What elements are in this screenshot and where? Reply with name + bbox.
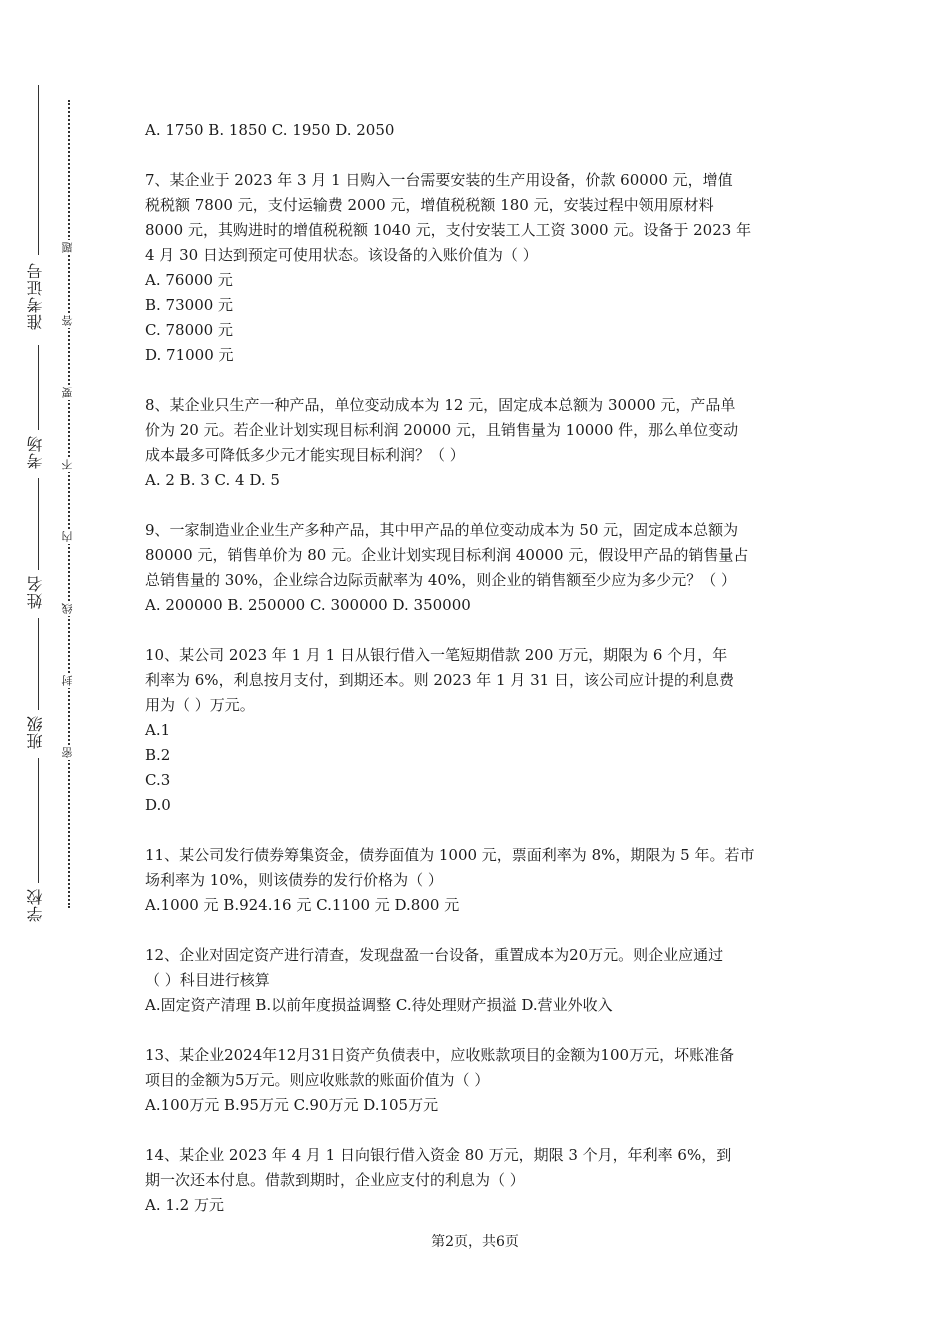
question-line: A.1	[145, 721, 171, 739]
question-line: 10、某公司 2023 年 1 月 1 日从银行借入一笔短期借款 200 万元，期限为 6 个月，年	[145, 646, 728, 664]
question-line: 用为（ ）万元。	[145, 696, 255, 714]
question-line: 成本最多可降低多少元才能实现目标利润？（ ）	[145, 446, 465, 464]
question-line: 价为 20 元。若企业计划实现目标利润 20000 元，且销售量为 10000 件，那么单位变动	[145, 421, 739, 439]
field-label-exam-number: 准考证号	[26, 262, 45, 330]
question-line: 税税额 7800 元，支付运输费 2000 元，增值税税额 180 元，安装过程中领用原材料	[145, 196, 714, 214]
seal-char: 要	[61, 387, 74, 398]
seal-char: 不	[61, 459, 74, 470]
seal-char: 内	[61, 531, 74, 542]
question-line: C.3	[145, 771, 171, 789]
question-line: 8000 元，其购进时的增值税税额 1040 元，支付安装工人工资 3000 元。设备于 2023 年	[145, 221, 752, 239]
field-line	[38, 758, 39, 883]
field-label-class: 班级	[26, 715, 45, 749]
field-line	[38, 478, 39, 570]
question-line: 4 月 30 日达到预定可使用状态。该设备的入账价值为（ ）	[145, 246, 538, 264]
question-line: A.固定资产清理 B.以前年度损益调整 C.待处理财产损溢 D.营业外收入	[145, 996, 613, 1014]
question-block	[145, 1143, 805, 1218]
field-label-name: 姓名	[26, 575, 45, 609]
binding-margin	[0, 0, 80, 1344]
question-block	[145, 943, 805, 1018]
question-line: 13、某企业2024年12月31日资产负债表中，应收账款项目的金额为100万元，坏账准备	[145, 1046, 735, 1064]
question-line: A. 200000 B. 250000 C. 300000 D. 350000	[145, 596, 471, 614]
seal-char: 线	[61, 603, 74, 614]
field-line	[38, 618, 39, 710]
question-line: 总销售量的 30%，企业综合边际贡献率为 40%，则企业的销售额至少应为多少元？（ ）	[145, 571, 736, 589]
question-line: 11、某公司发行债券筹集资金，债券面值为 1000 元，票面利率为 8%，期限为 5 年。若市	[145, 846, 755, 864]
seal-char: 封	[61, 675, 74, 686]
question-line: 14、某企业 2023 年 4 月 1 日向银行借入资金 80 万元，期限 3 个月，年利率 6%，到	[145, 1146, 732, 1164]
question-block	[145, 1043, 805, 1118]
question-line: 期一次还本付息。借款到期时，企业应支付的利息为（ ）	[145, 1171, 525, 1189]
question-line: 12、企业对固定资产进行清查，发现盘盈一台设备，重置成本为20万元。则企业应通过	[145, 946, 724, 964]
question-line: A. 76000 元	[145, 271, 233, 289]
question-line: 9、一家制造业企业生产多种产品，其中甲产品的单位变动成本为 50 元，固定成本总额为	[145, 521, 739, 539]
question-line: 项目的金额为5万元。则应收账款的账面价值为（ ）	[145, 1071, 490, 1089]
question-block	[145, 168, 805, 368]
seal-char: 答	[61, 315, 74, 326]
field-label-exam-room: 考场	[26, 435, 45, 469]
seal-char: 题	[61, 242, 74, 253]
page-footer: 第2页，共6页	[431, 1234, 519, 1250]
question-block	[145, 843, 805, 918]
question-line: 场利率为 10%，则该债券的发行价格为（ ）	[145, 871, 443, 889]
question-line: A. 1750 B. 1850 C. 1950 D. 2050	[145, 121, 395, 139]
question-line: D. 71000 元	[145, 346, 234, 364]
question-block	[145, 643, 805, 818]
question-line: B. 73000 元	[145, 296, 234, 314]
question-block	[145, 393, 805, 493]
question-line: C. 78000 元	[145, 321, 233, 339]
field-line	[38, 85, 39, 255]
question-line: A. 2 B. 3 C. 4 D. 5	[145, 471, 280, 489]
seal-dotted-line	[68, 100, 70, 908]
question-line: B.2	[145, 746, 171, 764]
question-block	[145, 518, 805, 618]
question-line: （ ）科目进行核算	[145, 971, 270, 989]
question-line: 80000 元，销售单价为 80 元。企业计划实现目标利润 40000 元，假设甲产品的销售量占	[145, 546, 749, 564]
seal-char: 密	[61, 747, 74, 758]
question-line: A. 1.2 万元	[145, 1196, 224, 1214]
field-line	[38, 345, 39, 430]
question-list	[145, 118, 805, 1243]
question-line: 7、某企业于 2023 年 3 月 1 日购入一台需要安装的生产用设备，价款 60000 元，增值	[145, 171, 733, 189]
question-line: A.1000 元 B.924.16 元 C.1100 元 D.800 元	[145, 896, 460, 914]
question-block	[145, 118, 805, 143]
question-line: 8、某企业只生产一种产品，单位变动成本为 12 元，固定成本总额为 30000 元，产品单	[145, 396, 736, 414]
question-line: D.0	[145, 796, 171, 814]
question-line: 利率为 6%，利息按月支付，到期还本。则 2023 年 1 月 31 日，该公司应计提的利息费	[145, 671, 734, 689]
field-label-school: 学校	[26, 888, 45, 922]
question-line: A.100万元 B.95万元 C.90万元 D.105万元	[145, 1096, 439, 1114]
